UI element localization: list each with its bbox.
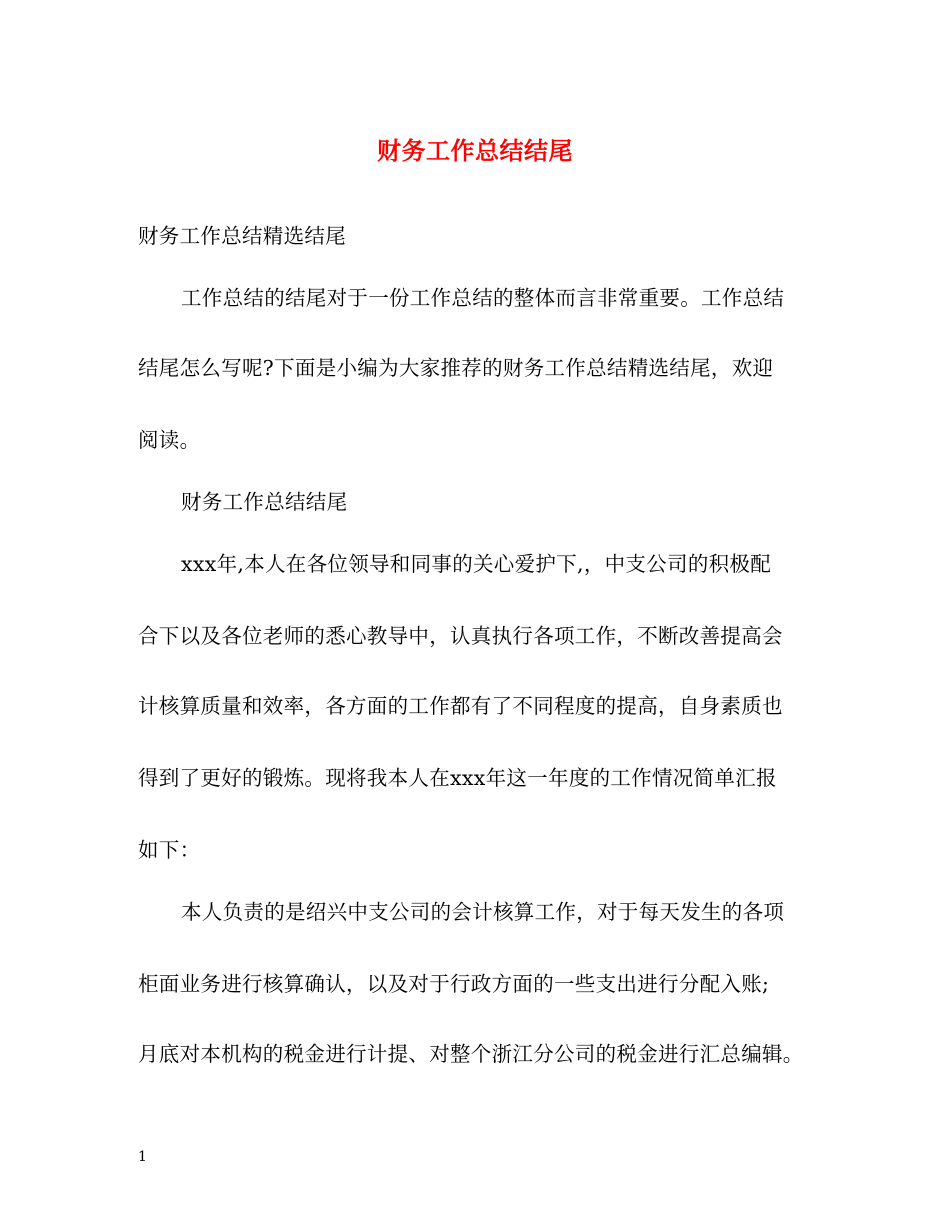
body-line-heading: 财务工作总结结尾: [181, 490, 348, 514]
body-line: 本人负责的是绍兴中支公司的会计核算工作，对于每天发生的各项: [181, 900, 785, 924]
body-line-subtitle: 财务工作总结精选结尾: [138, 224, 346, 248]
page-number: 1: [138, 1149, 147, 1165]
body-line: xxx年,本人在各位领导和同事的关心爱护下,，中支公司的积极配: [181, 552, 772, 576]
body-line: 结尾怎么写呢?下面是小编为大家推荐的财务工作总结精选结尾，欢迎: [138, 356, 774, 380]
body-line: 合下以及各位老师的悉心教导中，认真执行各项工作，不断改善提高会: [138, 624, 783, 648]
body-line: 柜面业务进行核算确认，以及对于行政方面的一些支出进行分配入账;: [138, 972, 770, 996]
body-line: 月底对本机构的税金进行计提、对整个浙江分公司的税金进行汇总编辑。: [138, 1042, 804, 1066]
document-title: 财务工作总结结尾: [377, 136, 573, 165]
body-line: 工作总结的结尾对于一份工作总结的整体而言非常重要。工作总结: [181, 286, 785, 310]
body-line: 得到了更好的锻炼。现将我本人在xxx年这一年度的工作情况简单汇报: [138, 766, 777, 790]
body-line: 计核算质量和效率，各方面的工作都有了不同程度的提高，自身素质也: [138, 694, 783, 718]
body-line: 阅读。: [138, 428, 201, 452]
body-line: 如下：: [138, 838, 201, 862]
